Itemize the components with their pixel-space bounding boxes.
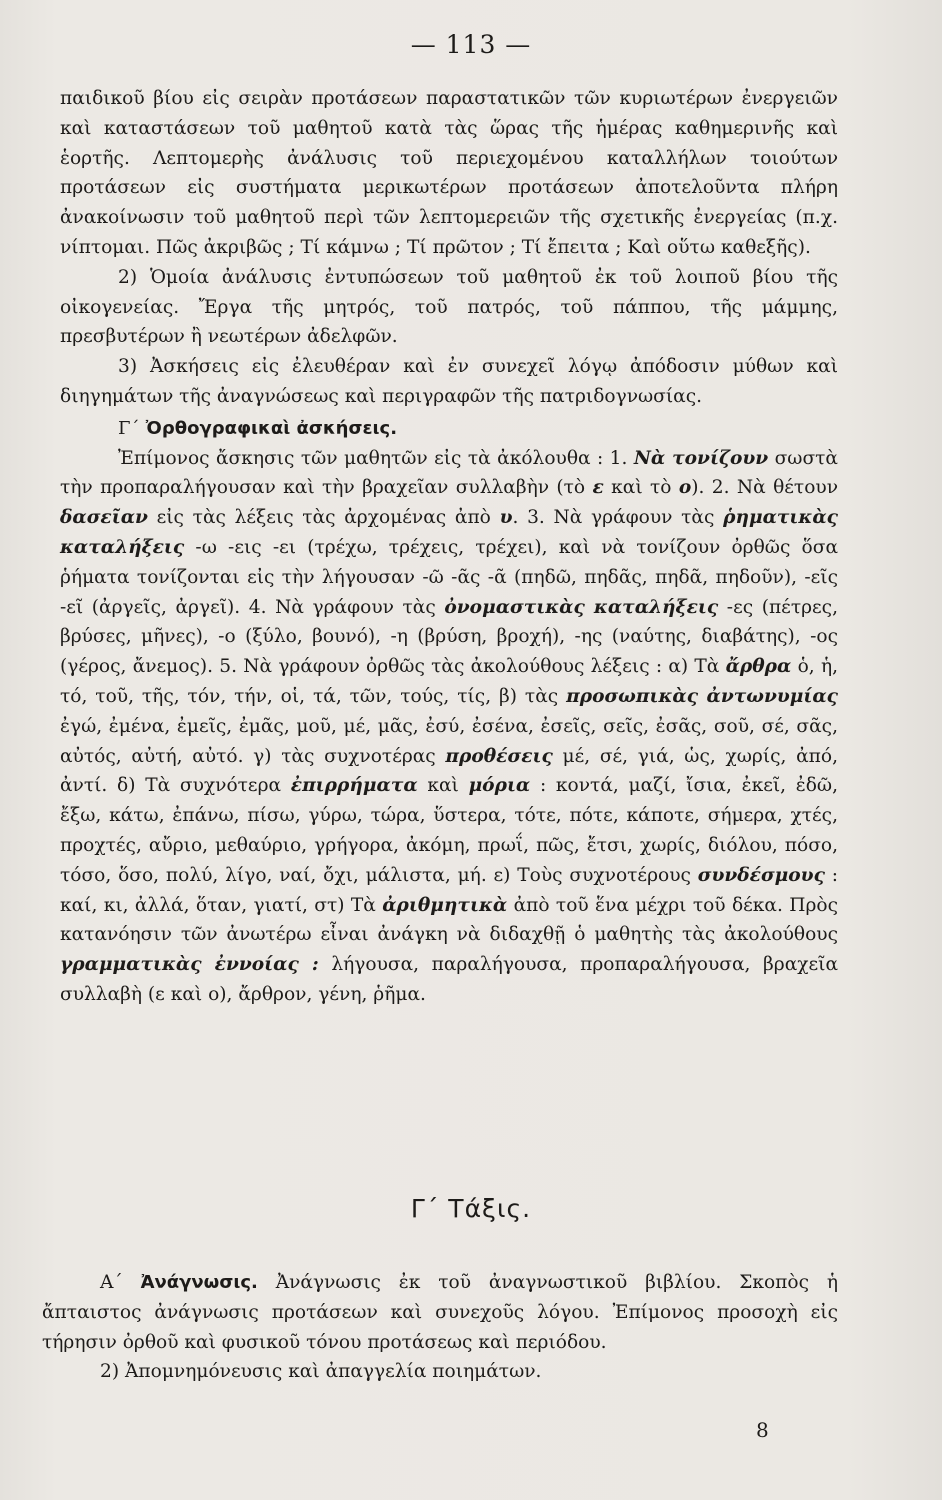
reading-label: Α΄ (100, 1272, 123, 1293)
text-run: -ω -εις -ει (τρέχω, τρέχεις, τρέχει), καὶ νὰ τονίζουν ὀρθῶς ὅσα ῥήματα τονίζονται εἰς τὴν λήγουσαν -ῶ -ᾶς -ᾶ (πηδῶ, πηδᾶς, πηδᾶ, πηδοῦν), -εῖς -εῖ (ἀργεῖς, ἀργεῖ). 4. Νὰ γράφουν τὰς (60, 536, 838, 618)
text-run: ἀπὸ τοῦ ἕνα μέχρι τοῦ δέκα. Πρὸς κατανόησιν τῶν ἀνωτέρω εἶναι ἀνάγκη νὰ διδαχθῇ ὁ μαθητὴς τὰς ἀκολούθους (60, 894, 838, 946)
emphasized-term: ο (678, 477, 692, 499)
emphasized-term: δασεῖαν (60, 507, 148, 529)
emphasized-term: ἀριθμητικὰ (382, 894, 508, 916)
emphasized-term: υ (499, 507, 513, 529)
emphasized-term: ἄρθρα (725, 656, 792, 678)
lower-text-block (42, 1268, 838, 1387)
text-run: -ες (πέτρες, βρύσες, μῆνες), -ο (ξύλο, βουνό), -η (βρύση, βροχή), -ης (ναύτης, διαβάτης), -ος (γέρος, ἄνεμος). 5. Νὰ γράφουν ὀρθῶς τὰς ἀκολούθους λέξεις : α) Τὰ (60, 596, 838, 678)
orthography-heading (60, 414, 838, 444)
text-run: μέ, σέ, γιά, ὡς, χωρίς, ἀπό, ἀντί. δ) Τὰ συχνότερα (60, 745, 838, 797)
page-number: — 113 — (410, 30, 532, 59)
emphasized-term: προθέσεις (445, 745, 553, 767)
text-run: καὶ τὸ (603, 477, 679, 499)
emphasized-term: ἐπιρρήματα (290, 775, 418, 797)
text-run: εἰς τὰς λέξεις τὰς ἀρχομένας ἀπὸ (147, 507, 500, 529)
reading-heading: Ἀνάγνωσις. (140, 1272, 258, 1293)
paragraph-family-impressions: 2) Ὁμοία ἀνάλυσις ἐντυπώσεων τοῦ μαθητοῦ ἐκ τοῦ λοιποῦ βίου τῆς οἰκογενείας. Ἔργα τῆς μητρός, τοῦ πατρός, τοῦ πάππου, τῆς μάμμης, πρεσβυτέρων ἢ νεωτέρων ἀδελφῶν. (60, 266, 838, 348)
emphasized-term: συνδέσμους (697, 864, 825, 886)
text-run: Ἐπίμονος ἄσκησις τῶν μαθητῶν εἰς τὰ ἀκόλουθα : 1. (118, 447, 634, 469)
emphasized-term: ε (592, 477, 604, 499)
text-run: σωστὰ τὴν προπαραλήγουσαν καὶ τὴν βραχεῖαν συλλαβὴν (τὸ (60, 447, 838, 499)
emphasized-term: προσωπικὰς ἀντωνυμίας (566, 685, 838, 707)
emphasized-term: ῥηματικὰς καταλήξεις (60, 507, 838, 558)
recitation-paragraph: 2) Ἀπομνημόνευσις καὶ ἀπαγγελία ποιημάτων. (100, 1361, 542, 1383)
text-run: . 3. Νὰ γράφουν τὰς (512, 507, 724, 529)
emphasized-term: ὀνομαστικὰς καταλήξεις (444, 596, 719, 618)
main-text-block (60, 84, 838, 1010)
reading-paragraph (42, 1268, 838, 1357)
text-run: : καί, κι, ἀλλά, ὅταν, γιατί, στ) Τὰ (60, 864, 838, 916)
orthography-title: Ὀρθογραφικαὶ ἀσκήσεις. (145, 417, 398, 439)
emphasized-term: Νὰ τονίζουν (633, 447, 769, 469)
signature-number: 8 (756, 1418, 769, 1442)
section-title: Γ΄ Τάξις. (410, 1194, 532, 1223)
orthography-label: Γ΄ (118, 417, 140, 439)
text-run: λήγουσα, παραλήγουσα, προπαραλήγουσα, βραχεῖα συλλαβὴ (ε καὶ ο), ἄρθρον, γένη, ῥῆμα. (60, 954, 838, 1005)
emphasized-term: γραμματικὰς ἐννοίας : (60, 954, 319, 976)
text-run: : κοντά, μαζί, ἴσια, ἐκεῖ, ἐδῶ, ἔξω, κάτω, ἐπάνω, πίσω, γύρω, τώρα, ὕστερα, τότε, πότε, κάποτε, σήμερα, χτές, προχτές, αὔριο, μεθαύριο, γρήγορα, ἀκόμη, πρωΐ, πῶς, ἔτσι, χωρίς, διόλου, πόσο, τόσο, ὅσο, πολύ, λίγο, ναί, ὄχι, μάλιστα, μή. ε) Τοὺς συχνοτέρους (60, 775, 838, 886)
emphasized-term: μόρια (468, 775, 531, 797)
text-run: ἐγώ, ἐμένα, ἐμεῖς, ἐμᾶς, μοῦ, μέ, μᾶς, ἐσύ, ἐσένα, ἐσεῖς, σεῖς, ἐσᾶς, σοῦ, σέ, σᾶς, αὐτός, αὐτή, αὐτό. γ) τὰς συχνοτέρας (60, 715, 838, 767)
reading-text: Ἀνάγνωσις ἐκ τοῦ ἀναγνωστικοῦ βιβλίου. Σκοπὸς ἡ ἄπταιστος ἀνάγνωσις προτάσεων καὶ συνεχοῦς λόγου. Ἐπίμονος προσοχὴ εἰς τήρησιν ὀρθοῦ καὶ φυσικοῦ τόνου προτάσεως καὶ περιόδου. (42, 1272, 838, 1353)
orthography-exercises-paragraph (60, 444, 838, 1010)
paragraph-continuation: παιδικοῦ βίου εἰς σειρὰν προτάσεων παραστατικῶν τῶν κυριωτέρων ἐνεργειῶν καὶ καταστάσεων τοῦ μαθητοῦ κατὰ τὰς ὥρας τῆς ἡμέρας καθημερινῆς καὶ ἑορτῆς. Λεπτομερὴς ἀνάλυσις τοῦ περιεχομένου καταλλήλων τοιούτων προτάσεων εἰς συστήματα μερικωτέρων προτάσεων ἀποτελοῦντα πλήρη ἀνακοίνωσιν τοῦ μαθητοῦ περὶ τῶν λεπτομερειῶν τῆς σχετικῆς ἐνεργείας (π.χ. νίπτομαι. Πῶς ἀκριβῶς ; Τί κάμνω ; Τί πρῶτον ; Τί ἔπειτα ; Καὶ οὕτω καθεξῆς). (60, 88, 838, 258)
text-run: ). 2. Νὰ θέτουν (691, 477, 838, 499)
text-run: καὶ (417, 775, 469, 797)
paragraph-free-narration: 3) Ἀσκήσεις εἰς ἐλευθέραν καὶ ἐν συνεχεῖ λόγῳ ἀπόδοσιν μύθων καὶ διηγημάτων τῆς ἀναγνώσεως καὶ περιγραφῶν τῆς πατριδογνωσίας. (60, 356, 838, 407)
text-run: ὁ, ἡ, τό, τοῦ, τῆς, τόν, τήν, οἱ, τά, τῶν, τούς, τίς, β) τὰς (60, 656, 838, 707)
